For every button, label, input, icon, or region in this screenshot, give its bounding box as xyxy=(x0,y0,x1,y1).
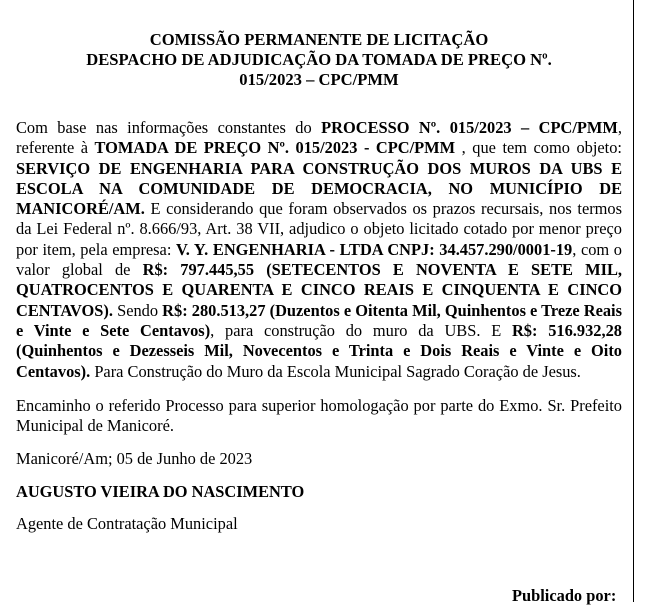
header-line-1: COMISSÃO PERMANENTE DE LICITAÇÃO xyxy=(149,30,489,49)
body-text-6: Sendo xyxy=(112,300,163,320)
body-text-4: E considerando que foram observados os prazos recursais, nos termos da Lei Federal nº. 8.666/93, Art. 38 VII, adjudico o objeto licitado cotado por menor preço por item, pela empresa: xyxy=(16,199,622,259)
body-text-7: , para construção do muro da UBS. E xyxy=(210,320,512,340)
document-page xyxy=(16,30,622,534)
signer-role: Agente de Contratação Municipal xyxy=(16,514,238,534)
signer-name: AUGUSTO VIEIRA DO NASCIMENTO xyxy=(16,481,305,501)
tender-number: TOMADA DE PREÇO Nº. 015/2023 - CPC/PMM xyxy=(94,138,456,158)
main-paragraph xyxy=(16,118,622,382)
body-text-8: Para Construção do Muro da Escola Municipal Sagrado Coração de Jesus. xyxy=(90,361,581,381)
document-header xyxy=(16,30,622,90)
body-text-3: , que tem como objeto: xyxy=(455,138,622,158)
body-text-2: , referente à xyxy=(16,118,622,158)
header-line-3: 015/2023 – CPC/PMM xyxy=(239,70,399,89)
published-by-label: Publicado por: xyxy=(512,586,617,605)
school-value: R$: 516.932,28 (Quinhentos e Dezesseis Mil, Novecentos e Trinta e Dois Reais e Vinte e Oito Centavos). xyxy=(16,320,622,381)
global-value: R$: 797.445,55 (SETECENTOS E NOVENTA E SETE MIL, QUATROCENTOS E QUARENTA E CINCO REAIS E CINQUENTA E CINCO CENTAVOS). xyxy=(16,260,623,320)
forward-paragraph: Encaminho o referido Processo para superior homologação por parte do Exmo. Sr. Prefeito Municipal de Manicoré. xyxy=(16,395,622,436)
ubs-value: R$: 280.513,27 (Duzentos e Oitenta Mil, Quinhentos e Treze Reais e Vinte e Sete Centavos) xyxy=(16,300,622,340)
body-text-1: Com base nas informações constantes do xyxy=(16,118,322,137)
date-line: Manicoré/Am; 05 de Junho de 2023 xyxy=(16,449,253,469)
header-line-2: DESPACHO DE ADJUDICAÇÃO DA TOMADA DE PREÇO Nº. xyxy=(86,50,552,69)
column-divider xyxy=(633,0,634,602)
process-number: PROCESSO Nº. 015/2023 – CPC/PMM xyxy=(321,118,618,137)
object-description: SERVIÇO DE ENGENHARIA PARA CONSTRUÇÃO DOS MUROS DA UBS E ESCOLA NA COMUNIDADE DE DEMOCRACIA, NO MUNICÍPIO DE MANICORÉ/AM. xyxy=(16,158,622,219)
body-text-5: , com o valor global de xyxy=(16,239,622,280)
company-name: V. Y. ENGENHARIA - LTDA CNPJ: 34.457.290/0001-19 xyxy=(176,239,573,259)
